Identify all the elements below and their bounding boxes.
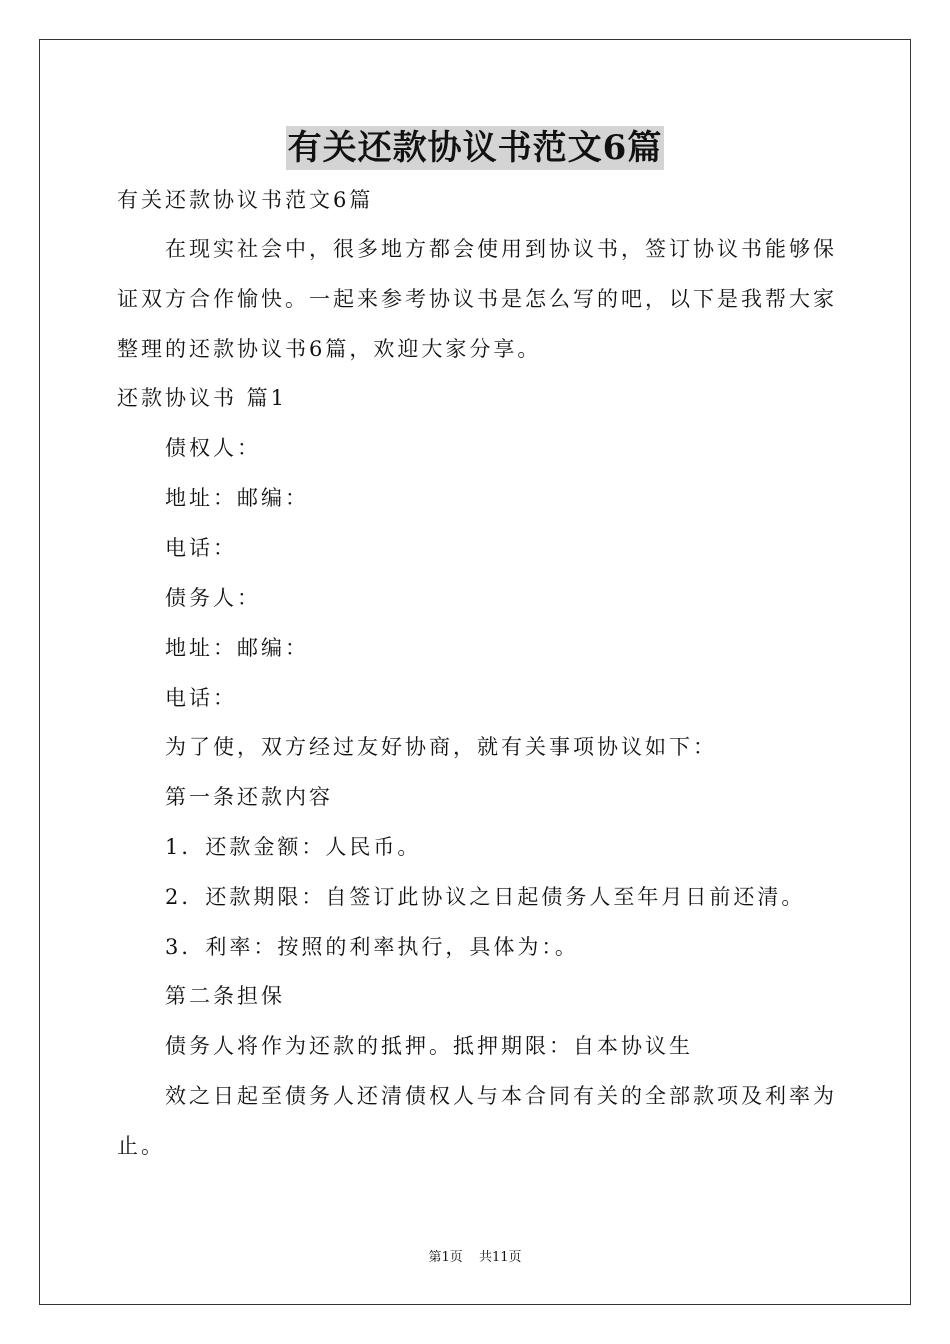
intro-line-3: 整理的还款协议书6篇，欢迎大家分享。 — [117, 337, 542, 361]
page-border — [39, 39, 911, 1305]
subtitle-line: 有关还款协议书范文6篇 — [117, 188, 374, 212]
creditor-phone: 电话： — [165, 536, 237, 560]
intro-line-1: 在现实社会中，很多地方都会使用到协议书，签订协议书能够保 — [165, 237, 837, 261]
debtor-phone: 电话： — [165, 686, 237, 710]
article-1-item-2: 2．还款期限：自签订此协议之日起债务人至年月日前还清。 — [165, 885, 806, 909]
article-2-heading: 第二条担保 — [165, 984, 285, 1008]
creditor-address: 地址：邮编： — [165, 486, 309, 510]
intro-line-2: 证双方合作愉快。一起来参考协议书是怎么写的吧，以下是我帮大家 — [117, 287, 837, 311]
creditor-label: 债权人： — [165, 436, 261, 460]
article-1-heading: 第一条还款内容 — [165, 785, 333, 809]
document-title: 有关还款协议书范文6篇 — [287, 128, 663, 168]
debtor-address: 地址：邮编： — [165, 636, 309, 660]
page-total: 共11页 — [478, 1250, 522, 1265]
article-2-line-2: 效之日起至债务人还清债权人与本合同有关的全部款项及利率为 — [165, 1084, 837, 1108]
debtor-label: 债务人： — [165, 586, 261, 610]
article-2-line-3: 止。 — [117, 1134, 165, 1158]
title-container — [0, 126, 950, 170]
page-footer — [0, 1249, 950, 1267]
article-1-item-3: 3．利率：按照的利率执行，具体为：。 — [165, 935, 579, 959]
article-1-item-1: 1．还款金额：人民币。 — [165, 835, 422, 859]
page-number: 第1页 — [428, 1250, 463, 1265]
article-2-line-1: 债务人将作为还款的抵押。抵押期限：自本协议生 — [165, 1034, 693, 1058]
section-heading: 还款协议书 篇1 — [117, 386, 288, 410]
agreement-preamble: 为了使，双方经过友好协商，就有关事项协议如下： — [165, 735, 717, 759]
